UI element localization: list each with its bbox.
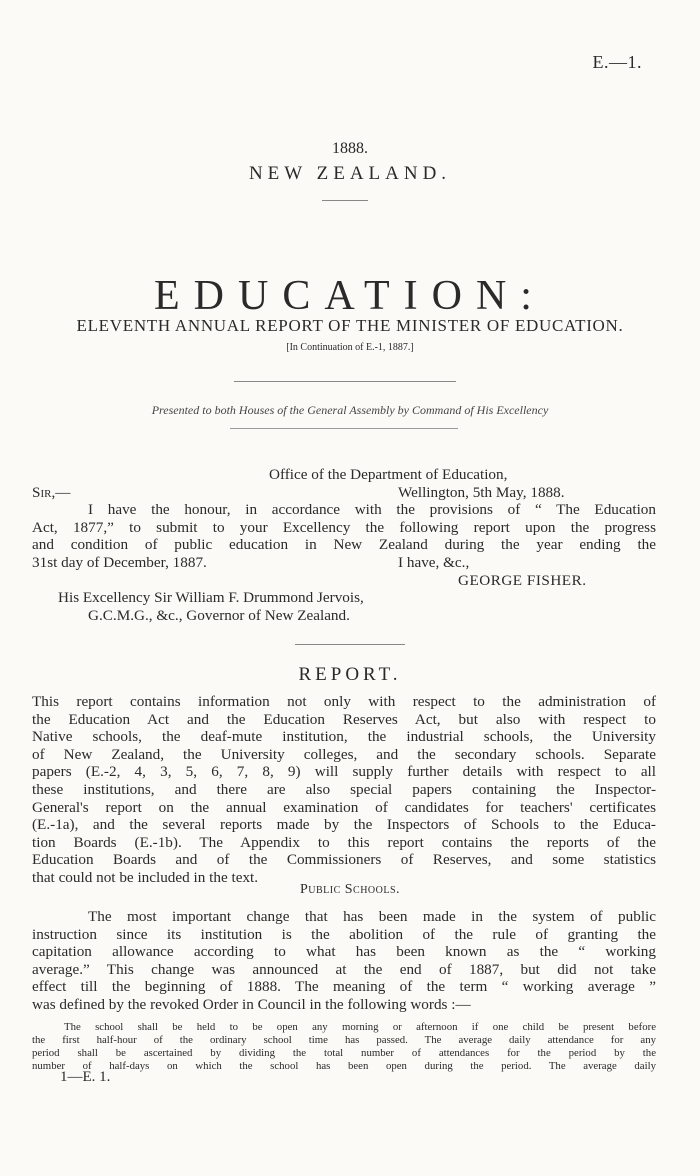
divider-rule	[322, 200, 368, 201]
report-line: the Education Act and the Education Reserves Act, but also with respect to	[32, 710, 656, 728]
place-date: Wellington, 5th May, 1888.	[398, 483, 565, 501]
report-line: This report contains information not only with respect to the administration of	[32, 693, 656, 710]
report-line: that could not be included in the text.	[32, 868, 259, 886]
section-line: capitation allowance according to what has been known as the “ working	[32, 943, 656, 961]
section-line: average.” This change was announced at the end of 1887, but did not take	[32, 960, 656, 978]
report-line: General's report on the annual examination of candidates for teachers' certificates	[32, 798, 656, 816]
addressee-line: His Excellency Sir William F. Drummond Jervois,	[58, 589, 364, 607]
document-subtitle: ELEVENTH ANNUAL REPORT OF THE MINISTER OF EDUCATION.	[76, 316, 624, 335]
report-line: these institutions, and there are also special papers containing the Inspector-	[32, 780, 656, 798]
page-reference: E.—1.	[592, 52, 642, 72]
note-line: period shall be ascertained by dividing the total number of attendances for the period by the	[32, 1047, 656, 1059]
divider-rule	[230, 428, 458, 429]
note-line: The school shall be held to be open any morning or afternoon if one child be present before	[64, 1021, 656, 1033]
section-heading: Public Schools.	[299, 882, 401, 897]
salutation: Sir,—	[32, 483, 71, 501]
presented-line: Presented to both Houses of the General Assembly by Command of His Excellency	[151, 403, 549, 417]
office-line: Office of the Department of Education,	[269, 466, 508, 483]
section-line: The most important change that has been made in the system of public	[88, 908, 656, 925]
signature: GEORGE FISHER.	[458, 571, 587, 589]
cover-letter	[32, 466, 656, 624]
continuation-note: [In Continuation of E.-1, 1887.]	[286, 342, 414, 353]
report-line: Native schools, the deaf-mute institution, the industrial schools, the University	[32, 728, 656, 746]
report-paragraph	[32, 693, 656, 887]
report-line: papers (E.-2, 4, 3, 5, 6, 7, 8, 9) will supply further details with respect to all	[32, 763, 656, 781]
addressee-line: G.C.M.G., &c., Governor of New Zealand.	[88, 606, 350, 624]
section-line: was defined by the revoked Order in Council in the following words :—	[32, 995, 471, 1013]
letter-line: 31st day of December, 1887.	[32, 553, 207, 571]
printer-signature: 1—E. 1.	[60, 1069, 111, 1085]
section-paragraph	[32, 908, 656, 1014]
report-line: (E.-1a), and the several reports made by the Inspectors of Schools to the Educa-	[32, 816, 656, 834]
letter-line: I have the honour, in accordance with the provisions of “ The Education	[88, 501, 656, 519]
section-line: effect till the beginning of 1888. The meaning of the term “ working average ”	[32, 978, 656, 996]
divider-rule	[234, 381, 456, 382]
section-line: instruction since its institution is the abolition of the rule of granting the	[32, 925, 656, 943]
note-line: number of half-days on which the school has been open during the period. The average daily	[32, 1060, 656, 1072]
country-title: NEW ZEALAND.	[248, 163, 452, 184]
closing: I have, &c.,	[398, 553, 470, 571]
letter-line: Act, 1877,” to submit to your Excellency the following report upon the progress	[32, 518, 656, 536]
quoted-regulation	[32, 1021, 656, 1073]
report-heading: REPORT.	[298, 664, 402, 685]
report-line: of New Zealand, the University colleges, and the secondary schools. Separate	[32, 745, 656, 763]
letter-line: and condition of public education in New Zealand during the year ending the	[32, 536, 656, 554]
note-line: the first half-hour of the ordinary school time has passed. The average daily attendance for any	[32, 1034, 656, 1046]
report-line: Education Boards and of the Commissioners of Reserves, and some statistics	[32, 851, 656, 869]
report-line: tion Boards (E.-1b). The Appendix to this report contains the reports of the	[32, 833, 656, 851]
divider-rule	[295, 644, 405, 645]
document-year: 1888.	[332, 140, 368, 157]
document-title: EDUCATION:	[154, 273, 546, 319]
